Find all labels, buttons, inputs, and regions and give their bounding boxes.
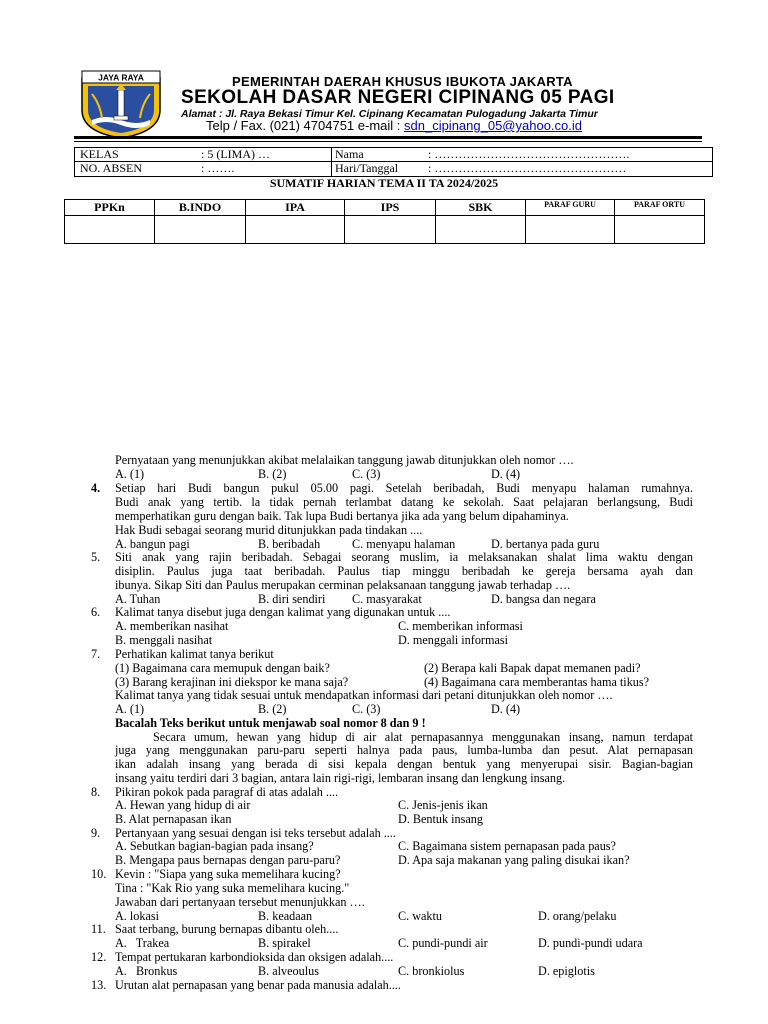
option-a: A. Tuhan <box>115 592 161 606</box>
reading-instruction: Bacalah Teks berikut untuk menjawab soal nomor 8 dan 9 ! <box>115 716 426 730</box>
option-d: D. pundi-pundi udara <box>538 936 643 950</box>
question-number: 5. <box>91 550 101 564</box>
option-a: A. memberikan nasihat <box>115 619 229 633</box>
emblem-motto: JAYA RAYA <box>98 72 144 83</box>
question-text: disiplin. Paulus juga taat beribadah. Paulus tiap minggu beribadah ke gereja bersama ayah dan <box>115 564 693 578</box>
grade-table <box>64 199 705 244</box>
question-number: 8. <box>91 785 101 799</box>
school-emblem <box>78 70 164 140</box>
question-text: Tina : "Kak Rio yang suka memelihara kucing." <box>115 881 350 895</box>
kelas-label: KELAS <box>80 147 119 161</box>
option-c: C. menyapu halaman <box>352 537 456 551</box>
question-text: Tempat pertukaran karbondioksida dan oksigen adalah.... <box>115 950 394 964</box>
question-text: Kalimat tanya disebut juga dengan kalimat yang digunakan untuk .... <box>115 605 451 619</box>
grade-cell[interactable] <box>526 216 615 244</box>
absen-label: NO. ABSEN <box>80 161 143 175</box>
grade-col-header: PPKn <box>65 200 155 216</box>
option-b: B. Mengapa paus bernapas dengan paru-paru? <box>115 853 341 867</box>
header-rule-thick <box>74 136 702 139</box>
nama-field[interactable]: : …………………………………………. <box>428 147 630 161</box>
option-a: A. lokasi <box>115 909 160 923</box>
email-link[interactable]: sdn_cipinang_05@yahoo.co.id <box>404 118 582 133</box>
option-d: D. orang/pelaku <box>538 909 617 923</box>
grade-cell[interactable] <box>436 216 526 244</box>
option-b: B. alveoulus <box>258 964 319 978</box>
grade-cell[interactable] <box>65 216 155 244</box>
kelas-value: : 5 (LIMA) … <box>201 147 270 161</box>
option-d: D. Apa saja makanan yang paling disukai ikan? <box>398 853 630 867</box>
question-text: Perhatikan kalimat tanya berikut <box>115 647 274 661</box>
question-text: Setiap hari Budi bangun pukul 05.00 pagi. Setelah beribadah, Budi menyapu halaman rumahnya. <box>115 481 693 495</box>
nama-label: Nama <box>335 147 364 161</box>
option-c: C. Jenis-jenis ikan <box>398 798 488 812</box>
statement-item: (1) Bagaimana cara memupuk dengan baik? <box>115 661 330 675</box>
grade-cell[interactable] <box>246 216 345 244</box>
option-c: C. waktu <box>398 909 443 923</box>
option-c: C. masyarakat <box>352 592 422 606</box>
option-b: B. diri sendiri <box>258 592 326 606</box>
info-divider <box>331 148 332 176</box>
absen-value: : ……. <box>201 161 235 175</box>
question-number: 13. <box>91 978 107 992</box>
option-c: C. Bagaimana sistem pernapasan pada paus? <box>398 839 616 853</box>
grade-cell[interactable] <box>155 216 246 244</box>
question-number: 7. <box>91 647 101 661</box>
statement-item: (4) Bagaimana cara memberantas hama tikus? <box>424 675 650 689</box>
option-b: B. menggali nasihat <box>115 633 213 647</box>
option-d: D. (4) <box>491 467 521 481</box>
grade-col-header: PARAF ORTU <box>615 200 705 216</box>
question-text: Pikiran pokok pada paragraf di atas adalah .... <box>115 785 339 799</box>
question-number: 10. <box>91 867 107 881</box>
question-text: Jawaban dari pertanyaan tersebut menunjukkan …. <box>115 895 365 909</box>
option-b: B. (2) <box>258 467 287 481</box>
tanggal-field[interactable]: : ………………………………………… <box>428 161 627 175</box>
option-d: D. bangsa dan negara <box>491 592 596 606</box>
question-text: Kevin : "Siapa yang suka memelihara kucing? <box>115 867 341 881</box>
option-b: B. (2) <box>258 702 287 716</box>
gov-heading: PEMERINTAH DAERAH KHUSUS IBUKOTA JAKARTA <box>232 74 573 89</box>
grade-col-header: IPA <box>246 200 345 216</box>
option-d: D. Bentuk insang <box>398 812 483 826</box>
option-a: A. Hewan yang hidup di air <box>115 798 251 812</box>
option-c: C. bronkiolus <box>398 964 465 978</box>
option-a: A. Sebutkan bagian-bagian pada insang? <box>115 839 314 853</box>
reading-passage: ikan adalah insang yang berada di sisi kepala dengan bentuk yang menyerupai sisir. Bagian-bagian <box>115 757 693 771</box>
question-text: Budi anak yang tertib. la tidak pernah terlambat datang ke sekolah. Saat pelajaran berlangsung, Budi <box>115 495 693 509</box>
option-a: A. Trakea <box>115 936 170 950</box>
question-text: Saat terbang, burung bernapas dibantu oleh.... <box>115 922 339 936</box>
school-name: SEKOLAH DASAR NEGERI CIPINANG 05 PAGI <box>181 87 615 108</box>
option-c: C. memberikan informasi <box>398 619 523 633</box>
phone-fax: Telp / Fax. (021) 4704751 e-mail : <box>206 118 404 133</box>
option-c: C. pundi-pundi air <box>398 936 488 950</box>
statement-item: (2) Berapa kali Bapak dapat memanen padi? <box>424 661 641 675</box>
tanggal-label: Hari/Tanggal <box>335 161 399 175</box>
option-d: D. epiglotis <box>538 964 595 978</box>
grade-col-header: SBK <box>436 200 526 216</box>
question-text: Pertanyaan yang sesuai dengan isi teks tersebut adalah .... <box>115 826 396 840</box>
option-b: B. keadaan <box>258 909 313 923</box>
question-text: Siti anak yang rajin beribadah. Sebagai seorang muslim, ia melaksanakan shalat lima waktu dengan <box>115 550 693 564</box>
grade-col-header: PARAF GURU <box>526 200 615 216</box>
grade-cell[interactable] <box>615 216 705 244</box>
grade-cell[interactable] <box>345 216 436 244</box>
question-text: memperhatikan guru dengan baik. Tak lupa Budi bertanya jika ada yang belum dipahaminya. <box>115 509 569 523</box>
header-rule-thin <box>74 141 702 142</box>
question-text: Hak Budi sebagai seorang murid ditunjukkan pada tindakan .... <box>115 523 423 537</box>
question-text: Pernyataan yang menunjukkan akibat melalaikan tanggung jawab ditunjukkan oleh nomor …. <box>115 453 574 467</box>
reading-passage: Secara umum, hewan yang hidup di air alat pernapasannya menggunakan insang, namun terdapat <box>153 730 693 744</box>
option-a: A. Bronkus <box>115 964 178 978</box>
grade-col-header: IPS <box>345 200 436 216</box>
option-d: D. (4) <box>491 702 521 716</box>
option-a: A. bangun pagi <box>115 537 190 551</box>
question-number: 6. <box>91 605 101 619</box>
reading-passage: juga yang menggunakan paru-paru seperti halnya pada paus, lumba-lumba dan pesut. Alat pernapasan <box>115 743 693 757</box>
grade-col-header: B.INDO <box>155 200 246 216</box>
question-text: ibunya. Sikap Siti dan Paulus merupakan cerminan pelaksanaan tanggung jawab terhadap …. <box>115 578 571 592</box>
option-b: B. Alat pernapasan ikan <box>115 812 232 826</box>
question-text: Kalimat tanya yang tidak sesuai untuk mendapatkan informasi dari petani ditunjukkan oleh nomor …. <box>115 688 613 702</box>
question-number: 12. <box>91 950 107 964</box>
option-a: A. (1) <box>115 467 145 481</box>
statement-item: (3) Barang kerajinan ini diekspor ke mana saja? <box>115 675 349 689</box>
option-a: A. (1) <box>115 702 145 716</box>
option-d: D. menggali informasi <box>398 633 509 647</box>
option-b: B. beribadah <box>258 537 321 551</box>
exam-title: SUMATIF HARIAN TEMA II TA 2024/2025 <box>269 176 499 190</box>
question-number: 4. <box>91 481 101 495</box>
student-info-box <box>74 147 713 177</box>
option-c: C. (3) <box>352 702 381 716</box>
question-number: 11. <box>91 922 106 936</box>
school-address: Alamat : Jl. Raya Bekasi Timur Kel. Cipinang Kecamatan Pulogadung Jakarta Timur <box>181 108 598 120</box>
question-number: 9. <box>91 826 101 840</box>
school-contact <box>206 118 582 133</box>
option-d: D. bertanya pada guru <box>491 537 600 551</box>
question-text: Urutan alat pernapasan yang benar pada manusia adalah.... <box>115 978 401 992</box>
option-b: B. spirakel <box>258 936 311 950</box>
option-c: C. (3) <box>352 467 381 481</box>
reading-passage: insang yaitu terdiri dari 3 bagian, antara lain rigi-rigi, lembaran insang dan lengkung insang. <box>115 771 566 785</box>
